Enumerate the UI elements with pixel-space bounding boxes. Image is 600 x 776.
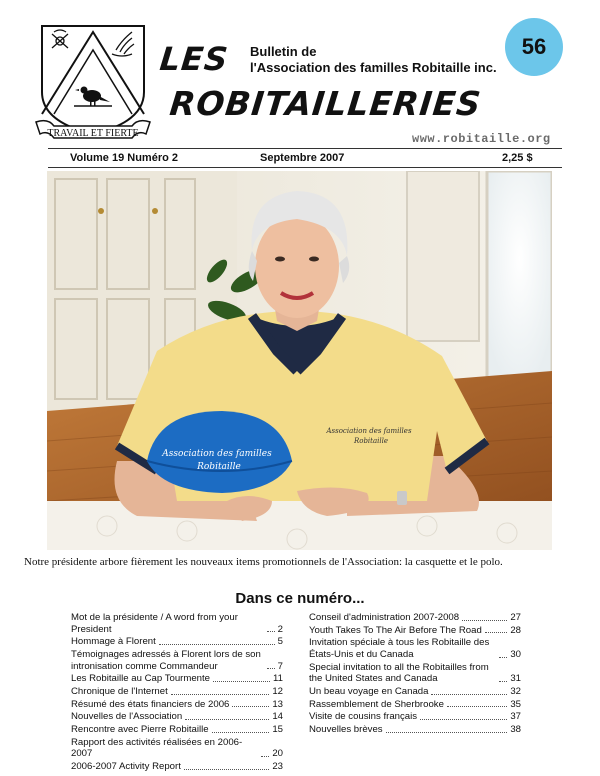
toc-entry[interactable] [71,612,283,635]
toc-entry[interactable] [71,686,283,698]
toc-entry-title: Hommage à Florent [71,636,156,648]
toc-entry-page: 31 [510,673,521,685]
issue-number-badge [505,18,563,76]
toc-leader [431,694,507,695]
toc-entry-page: 7 [277,660,283,672]
toc-leader [499,657,507,658]
volume-number: Volume 19 Numéro 2 [70,152,178,164]
toc-left-column [71,612,283,774]
toc-entry-page: 13 [272,698,283,710]
toc-entry-page: 15 [272,724,283,735]
toc-entry-title: Un beau voyage en Canada [309,685,429,697]
toc-entry-page: 23 [272,760,283,772]
toc-entry-page: 12 [272,685,283,697]
toc-entry[interactable] [309,686,521,698]
photo-caption: Notre présidente arbore fièrement les nouveaux items promotionnels de l'Association: la casquette et le polo. [24,556,503,568]
cap-text-line-1: Association des familles [162,449,272,459]
toc-entry[interactable] [309,699,521,711]
toc-entry-title: Témoignages adressés à Florent lors de son intronisation comme Commandeur [71,648,261,672]
bulletin-line-1: Bulletin de [250,44,317,59]
toc-entry-title: Chronique de l'Internet [71,685,168,697]
toc-entry-page: 30 [510,648,521,660]
cover-photo [47,171,552,550]
toc-entry-page: 2 [277,623,283,635]
toc-leader [213,681,270,682]
bulletin-line-2: l'Association des familles Robitaille inc. [250,60,497,75]
toc-entry-page: 38 [510,724,521,735]
toc-entry-page: 32 [510,685,521,697]
toc-entry-title: Visite de cousins français [309,711,418,723]
toc-heading: Dans ce numéro... [235,590,365,607]
toc-leader [212,732,270,733]
toc-entry-title: Special invitation to all the Robitailles from the United States and Canada [309,661,489,685]
toc-entry-title: Mot de la présidente / A word from your President [71,612,238,635]
toc-entry-page: 14 [272,711,283,723]
toc-leader [462,620,507,621]
toc-entry-title: 2006-2007 Activity Report [71,760,181,772]
toc-entry[interactable] [71,724,283,736]
toc-entry[interactable] [71,711,283,723]
coat-of-arms-logo [34,22,152,148]
toc-leader [171,694,270,695]
cap-text-line-2: Robitaille [197,462,241,472]
website-link[interactable]: www.robitaille.org [412,132,551,146]
toc-entry[interactable] [71,673,283,685]
toc-entry[interactable] [309,724,521,736]
toc-entry-title: Conseil d'administration 2007-2008 [309,612,460,623]
toc-leader [232,706,269,707]
toc-leader [261,756,269,757]
toc-leader [386,732,508,733]
toc-leader [184,769,269,770]
toc-entry[interactable] [309,662,521,685]
toc-entry[interactable] [71,699,283,711]
toc-entry-page: 37 [510,711,521,723]
toc-entry-page: 5 [277,636,283,648]
toc-entry-title: Rencontre avec Pierre Robitaille [71,724,209,735]
toc-entry-title: Youth Takes To The Air Before The Road [309,624,482,636]
toc-entry-page: 11 [273,673,283,685]
publication-title: ROBITAILLERIES [167,84,484,123]
toc-entry[interactable] [71,636,283,648]
issue-number: 56 [521,34,547,59]
toc-entry[interactable] [309,625,521,637]
toc-entry[interactable] [71,649,283,672]
toc-entry[interactable] [309,612,521,624]
toc-leader [485,632,508,633]
toc-entry-page: 27 [510,612,521,623]
toc-entry-title: Rassemblement de Sherbrooke [309,698,444,710]
toc-entry[interactable] [309,711,521,723]
toc-right-column [309,612,521,737]
toc-leader [159,644,275,645]
toc-entry-title: Rapport des activités réalisées en 2006-2007 [71,736,243,760]
toc-entry-title: Nouvelles brèves [309,724,383,735]
toc-entry-title: Résumé des états financiers de 2006 [71,698,230,710]
toc-leader [447,706,507,707]
toc-entry-page: 20 [272,748,283,760]
issue-date: Septembre 2007 [260,152,345,164]
toc-leader [185,719,269,720]
toc-entry[interactable] [309,637,521,660]
toc-entry-title: Nouvelles de l'Association [71,711,183,723]
toc-leader [267,631,275,632]
divider-bottom [48,167,562,168]
toc-entry-page: 35 [510,698,521,710]
shirt-text-line-1: Association des familles [326,427,412,435]
toc-leader [420,719,507,720]
divider-top [48,148,562,149]
toc-entry-title: Invitation spéciale à tous les Robitaille des États-Unis et du Canada [309,637,490,660]
issue-price: 2,25 $ [502,152,533,164]
toc-leader [267,668,275,669]
motto-text: TRAVAIL ET FIERTE [47,128,139,139]
toc-entry-page: 28 [510,624,521,636]
toc-entry-title: Les Robitaille au Cap Tourmente [71,673,211,685]
toc-entry[interactable] [71,737,283,760]
toc-entry[interactable] [71,761,283,773]
bulletin-subtitle [250,44,497,76]
toc-leader [499,681,507,682]
title-les: LES [158,40,231,78]
shirt-text-line-2: Robitaille [353,437,389,445]
